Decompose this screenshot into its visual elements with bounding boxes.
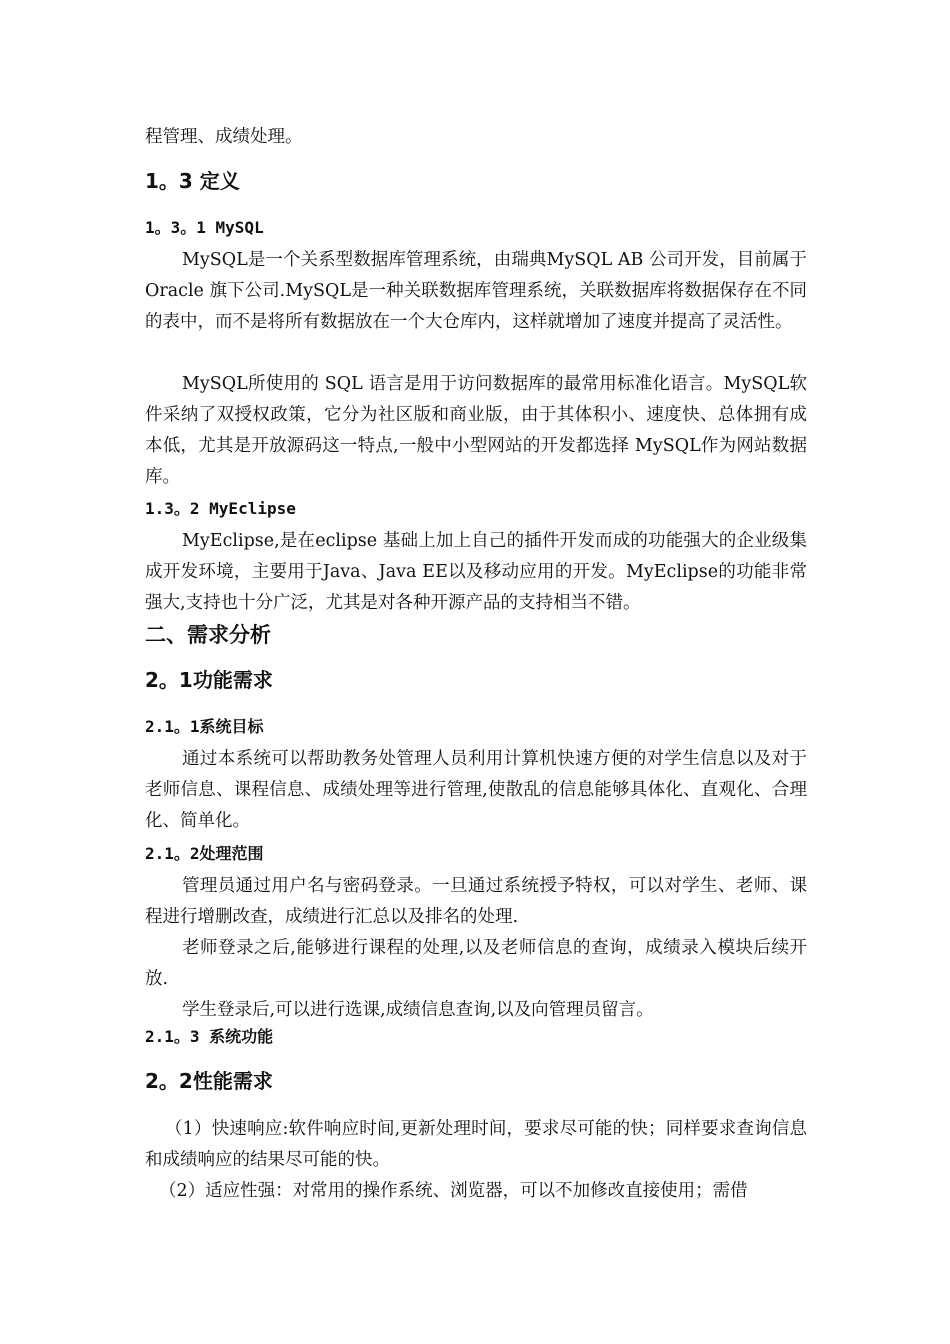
paragraph-mysql-sql: MySQL所使用的 SQL 语言是用于访问数据库的最常用标准化语言。MySQL软件采纳了双授权政策，它分为社区版和商业版，由于其体积小、速度快、总体拥有成本低，尤其是开放源码这一特点,一般中小型网站的开发都选择 MySQL作为网站数据库。: [145, 374, 807, 487]
heading-1-3-2-myeclipse: 1.3。2 MyEclipse: [145, 499, 296, 518]
heading-text: 系统目标: [199, 717, 264, 736]
heading-2-1-1-system-goal: [145, 714, 807, 740]
heading-2-requirements-analysis: 二、需求分析: [145, 623, 271, 647]
paragraph-scope-admin: 管理员通过用户名与密码登录。一旦通过系统授予特权，可以对学生、老师、课程进行增删改查，成绩进行汇总以及排名的处理.: [145, 876, 807, 927]
paragraph-scope-student: 学生登录后,可以进行选课,成绩信息查询,以及向管理员留言。: [182, 1000, 654, 1020]
heading-1-3-definitions: 1。3 定义: [145, 169, 240, 193]
paragraph-scope-teacher: 老师登录之后,能够进行课程的处理,以及老师信息的查询，成绩录入模块后续开放.: [145, 938, 807, 989]
paragraph-continuation: 程管理、成绩处理。: [145, 127, 303, 147]
paragraph-performance-response: （1）快速响应:软件响应时间,更新处理时间，要求尽可能的快；同样要求查询信息和成绩响应的结果尽可能的快。: [145, 1119, 807, 1170]
heading-number: 2.1。3: [145, 1027, 210, 1046]
paragraph-myeclipse: MyEclipse,是在eclipse 基础上加上自己的插件开发而成的功能强大的企业级集成开发环境，主要用于Java、Java EE以及移动应用的开发。MyEclipse的功能非常强大,支持也十分广泛，尤其是对各种开源产品的支持相当不错。: [145, 531, 807, 613]
heading-2-1-2-scope: [145, 841, 807, 867]
heading-2-2-performance-requirements: 2。2性能需求: [145, 1069, 273, 1093]
paragraph-system-goal: 通过本系统可以帮助教务处管理人员利用计算机快速方便的对学生信息以及对于老师信息、课程信息、成绩处理等进行管理,使散乱的信息能够具体化、直观化、合理化、简单化。: [145, 749, 807, 831]
heading-text: 系统功能: [209, 1027, 274, 1046]
heading-2-1-3-system-functions: [145, 1024, 807, 1050]
heading-number: 2.1。2: [145, 844, 200, 863]
heading-text: 处理范围: [199, 844, 264, 863]
heading-2-1-functional-requirements: 2。1功能需求: [145, 668, 273, 692]
heading-1-3-1-mysql: 1。3。1 MySQL: [145, 218, 264, 237]
paragraph-mysql-intro: MySQL是一个关系型数据库管理系统，由瑞典MySQL AB 公司开发，目前属于 Oracle 旗下公司.MySQL是一种关联数据库管理系统，关联数据库将数据保存在不同的表中，而不是将所有数据放在一个大仓库内，这样就增加了速度并提高了灵活性。: [145, 250, 807, 332]
heading-number: 2.1。1: [145, 717, 200, 736]
paragraph-performance-adaptability: （2）适应性强：对常用的操作系统、浏览器，可以不加修改直接使用；需借: [159, 1181, 748, 1201]
